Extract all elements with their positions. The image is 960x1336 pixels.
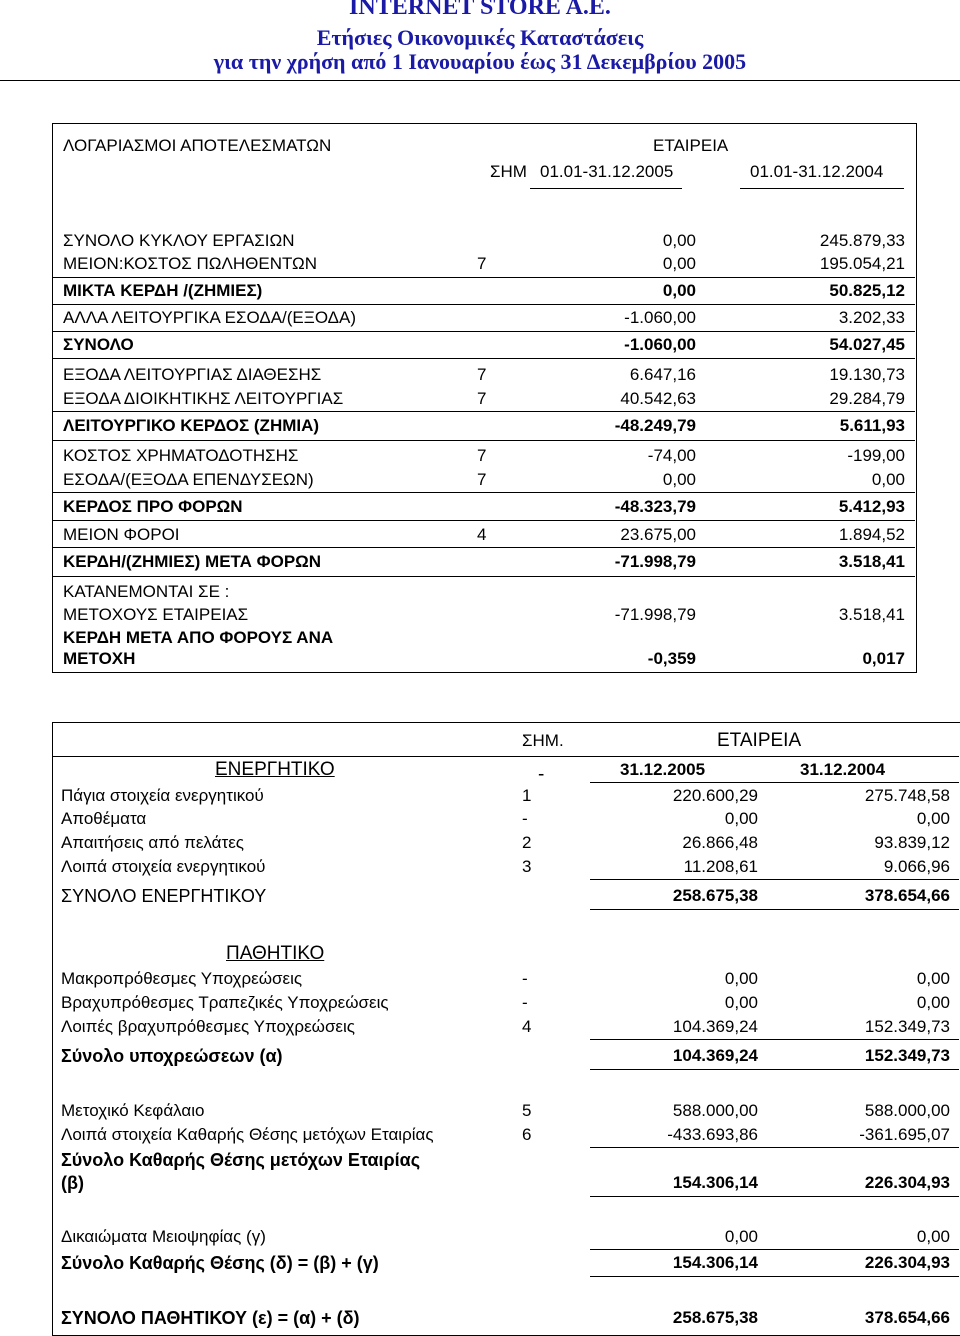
eps-value-2004: 0,017 (862, 649, 905, 668)
row-divider (590, 909, 959, 910)
equity-row-note: 5 (522, 1101, 532, 1120)
income-row-value-2005: 0,00 (662, 281, 696, 300)
asset-row-value-2004: 9.066,96 (883, 857, 950, 876)
income-row-value-2004: -199,00 (847, 446, 905, 465)
row-divider (52, 576, 915, 577)
liability-row-value-2004: 152.349,73 (864, 1017, 950, 1036)
asset-row-value-2005: 0,00 (724, 809, 758, 828)
income-note-header: ΣΗΜ (490, 162, 527, 181)
asset-row-note: 1 (522, 786, 532, 805)
income-title: ΛΟΓΑΡΙΑΣΜΟΙ ΑΠΟΤΕΛΕΣΜΑΤΩΝ (63, 136, 332, 155)
liabilities-title: ΠΑΘΗΤΙΚΟ (226, 943, 325, 964)
row-divider (52, 440, 915, 441)
income-col-2005: 01.01-31.12.2005 (540, 162, 674, 181)
balance-note-header: ΣΗΜ. (522, 731, 564, 750)
report-title: Ετήσιες Οικονομικές Καταστάσεις (316, 25, 644, 50)
row-divider (52, 547, 915, 548)
row-divider (52, 331, 915, 332)
row-divider (590, 782, 959, 783)
shareholders-value-2005: -71.998,79 (614, 605, 696, 624)
income-row-value-2005: -74,00 (647, 446, 696, 465)
total-equity-2005: 154.306,14 (672, 1173, 758, 1192)
total-equity-2004: 226.304,93 (864, 1173, 950, 1192)
income-row-label: ΚΕΡΔΗ/(ΖΗΜΙΕΣ) ΜΕΤΑ ΦΟΡΩΝ (63, 552, 322, 571)
liability-row-value-2005: 104.369,24 (672, 1017, 758, 1036)
row-divider (52, 304, 915, 305)
assets-title: ΕΝΕΡΓΗΤΙΚΟ (215, 759, 335, 780)
income-row-label: ΚΕΡΔΟΣ ΠΡΟ ΦΟΡΩΝ (63, 497, 243, 516)
income-row-value-2005: 40.542,63 (620, 389, 696, 408)
total-liab-equity-label: ΣΥΝΟΛΟ ΠΑΘΗΤΙΚΟΥ (ε) = (α) + (δ) (61, 1308, 360, 1328)
balance-col-2005: 31.12.2005 (620, 760, 706, 779)
asset-row-value-2004: 0,00 (916, 809, 950, 828)
income-entity-header: ΕΤΑΙΡΕΙΑ (653, 136, 729, 155)
liability-row-label: Μακροπρόθεσμες Υποχρεώσεις (61, 969, 303, 988)
income-row-value-2005: 0,00 (662, 254, 696, 273)
income-row-value-2004: 5.412,93 (838, 497, 905, 516)
liability-row-note: 4 (522, 1017, 532, 1036)
total-assets-2004: 378.654,66 (864, 886, 950, 905)
income-row-value-2004: 50.825,12 (829, 281, 905, 300)
equity-row-value-2004: 588.000,00 (864, 1101, 950, 1120)
equity-row-label: Μετοχικό Κεφάλαιο (61, 1101, 205, 1120)
row-divider (52, 756, 959, 757)
shareholders-value-2004: 3.518,41 (838, 605, 905, 624)
balance-entity-header: ΕΤΑΙΡΕΙΑ (717, 730, 802, 751)
total-assets-2005: 258.675,38 (672, 886, 758, 905)
income-row-value-2005: 6.647,16 (629, 365, 696, 384)
liability-row-value-2004: 0,00 (916, 993, 950, 1012)
income-row-label: ΕΞΟΔΑ ΛΕΙΤΟΥΡΓΙΑΣ ΔΙΑΘΕΣΗΣ (63, 365, 322, 384)
income-row-label: ΑΛΛΑ ΛΕΙΤΟΥΡΓΙΚΑ ΕΣΟΔΑ/(ΕΞΟΔΑ) (63, 308, 357, 327)
income-row-value-2004: 19.130,73 (829, 365, 905, 384)
eps-label-line1: ΚΕΡΔΗ ΜΕΤΑ ΑΠΟ ΦΟΡΟΥΣ ΑΝΑ (63, 628, 334, 647)
total-net-2005: 154.306,14 (672, 1253, 758, 1272)
income-row-label: ΚΟΣΤΟΣ ΧΡΗΜΑΤΟΔΟΤΗΣΗΣ (63, 446, 299, 465)
total-liabilities-2004: 152.349,73 (864, 1046, 950, 1065)
equity-row-label: Λοιπά στοιχεία Καθαρής Θέσης μετόχων Εταιρίας (61, 1125, 434, 1144)
row-divider (590, 1276, 959, 1277)
note-dash: - (538, 764, 545, 785)
row-divider (590, 1039, 959, 1040)
income-row-value-2004: 245.879,33 (819, 231, 905, 250)
total-liabilities-2005: 104.369,24 (672, 1046, 758, 1065)
income-row-note: 7 (477, 446, 487, 465)
equity-row-value-2004: -361.695,07 (859, 1125, 950, 1144)
asset-row-label: Πάγια στοιχεία ενεργητικού (61, 786, 264, 805)
asset-row-note: 2 (522, 833, 532, 852)
total-liabilities-label: Σύνολο υποχρεώσεων (α) (61, 1046, 283, 1066)
income-row-value-2005: -71.998,79 (614, 552, 696, 571)
row-divider (590, 1069, 959, 1070)
income-row-value-2004: 29.284,79 (829, 389, 905, 408)
liability-row-value-2005: 0,00 (724, 993, 758, 1012)
liability-row-label: Βραχυπρόθεσμες Τραπεζικές Υποχρεώσεις (61, 993, 389, 1012)
asset-row-label: Απαιτήσεις από πελάτες (61, 833, 244, 852)
minority-label: Δικαιώματα Μειοψηφίας (γ) (61, 1227, 266, 1246)
asset-row-note: - (522, 809, 528, 828)
income-row-label: ΜΙΚΤΑ ΚΕΡΔΗ /(ΖΗΜΙΕΣ) (63, 281, 263, 300)
row-divider (590, 879, 959, 880)
asset-row-value-2004: 275.748,58 (864, 786, 950, 805)
income-row-value-2004: 5.611,93 (839, 416, 905, 435)
equity-row-value-2005: -433.693,86 (667, 1125, 758, 1144)
asset-row-label: Λοιπά στοιχεία ενεργητικού (61, 857, 266, 876)
income-row-value-2004: 195.054,21 (819, 254, 905, 273)
total-liab-equity-2004: 378.654,66 (864, 1308, 950, 1327)
income-row-value-2005: 0,00 (662, 470, 696, 489)
liability-row-label: Λοιπές βραχυπρόθεσμες Υποχρεώσεις (61, 1017, 355, 1036)
total-liab-equity-2005: 258.675,38 (672, 1308, 758, 1327)
income-row-value-2005: -48.249,79 (614, 416, 696, 435)
equity-row-value-2005: 588.000,00 (672, 1101, 758, 1120)
income-row-value-2004: 0,00 (871, 470, 905, 489)
row-divider (590, 1249, 959, 1250)
income-row-label: ΕΣΟΔΑ/(ΕΞΟΔΑ ΕΠΕΝΔΥΣΕΩΝ) (63, 470, 314, 489)
minority-2004: 0,00 (916, 1227, 950, 1246)
row-divider (590, 1147, 959, 1148)
minority-2005: 0,00 (724, 1227, 758, 1246)
asset-row-value-2005: 11.208,61 (683, 857, 758, 876)
income-row-value-2004: 1.894,52 (838, 525, 905, 544)
asset-row-label: Αποθέματα (61, 809, 147, 828)
income-row-value-2004: 3.202,33 (838, 308, 905, 327)
liability-row-note: - (522, 993, 528, 1012)
balance-col-2004: 31.12.2004 (800, 760, 886, 779)
total-assets-label: ΣΥΝΟΛΟ ΕΝΕΡΓΗΤΙΚΟΥ (61, 886, 267, 906)
total-net-2004: 226.304,93 (864, 1253, 950, 1272)
header-divider (0, 80, 960, 81)
income-row-label: ΜΕΙΟΝ:ΚΟΣΤΟΣ ΠΩΛΗΘΕΝΤΩΝ (63, 254, 318, 273)
income-row-label: ΛΕΙΤΟΥΡΓΙΚΟ ΚΕΡΔΟΣ (ΖΗΜΙΑ) (63, 416, 320, 435)
row-divider (52, 520, 915, 521)
row-divider (52, 411, 915, 412)
total-net-label: Σύνολο Καθαρής Θέσης (δ) = (β) + (γ) (61, 1253, 379, 1273)
income-row-note: 7 (477, 389, 487, 408)
income-row-value-2005: -1.060,00 (624, 308, 696, 327)
row-divider (52, 358, 915, 359)
equity-row-note: 6 (522, 1125, 532, 1144)
liability-row-value-2004: 0,00 (916, 969, 950, 988)
eps-value-2005: -0,359 (647, 649, 696, 668)
asset-row-note: 3 (522, 857, 532, 876)
row-divider (52, 277, 915, 278)
total-equity-label-line2: (β) (61, 1173, 84, 1193)
shareholders-label: ΜΕΤΟΧΟΥΣ ΕΤΑΙΡΕΙΑΣ (63, 605, 249, 624)
asset-row-value-2005: 220.600,29 (672, 786, 758, 805)
eps-label-line2: ΜΕΤΟΧΗ (63, 649, 136, 668)
liability-row-value-2005: 0,00 (724, 969, 758, 988)
liability-row-note: - (522, 969, 528, 988)
asset-row-value-2005: 26.866,48 (682, 833, 758, 852)
total-equity-label-line1: Σύνολο Καθαρής Θέσης μετόχων Εταιρίας (61, 1150, 421, 1170)
income-row-value-2004: 3.518,41 (838, 552, 905, 571)
income-row-note: 4 (477, 525, 487, 544)
company-name: INTERNET STORE A.E. (349, 0, 611, 20)
income-row-value-2004: 54.027,45 (829, 335, 905, 354)
income-row-label: ΜΕΙΟΝ ΦΟΡΟΙ (63, 525, 180, 544)
report-period: για την χρήση από 1 Ιανουαρίου έως 31 Δεκεμβρίου 2005 (213, 49, 747, 74)
income-row-note: 7 (477, 254, 487, 273)
col-2004-underline (740, 188, 904, 189)
income-row-label: ΣΥΝΟΛΟ (63, 335, 134, 354)
income-row-value-2005: -48.323,79 (614, 497, 696, 516)
income-row-label: ΕΞΟΔΑ ΔΙΟΙΚΗΤΙΚΗΣ ΛΕΙΤΟΥΡΓΙΑΣ (63, 389, 344, 408)
income-row-label: ΣΥΝΟΛΟ ΚΥΚΛΟΥ ΕΡΓΑΣΙΩΝ (63, 231, 295, 250)
asset-row-value-2004: 93.839,12 (874, 833, 950, 852)
income-row-value-2005: -1.060,00 (624, 335, 696, 354)
income-row-value-2005: 23.675,00 (620, 525, 696, 544)
income-row-note: 7 (477, 470, 487, 489)
income-row-note: 7 (477, 365, 487, 384)
row-divider (52, 492, 915, 493)
income-col-2004: 01.01-31.12.2004 (750, 162, 884, 181)
row-divider (590, 1196, 959, 1197)
income-row-value-2005: 0,00 (662, 231, 696, 250)
col-2005-underline (530, 188, 682, 189)
allocated-label: ΚΑΤΑΝΕΜΟΝΤΑΙ ΣΕ : (63, 582, 230, 601)
